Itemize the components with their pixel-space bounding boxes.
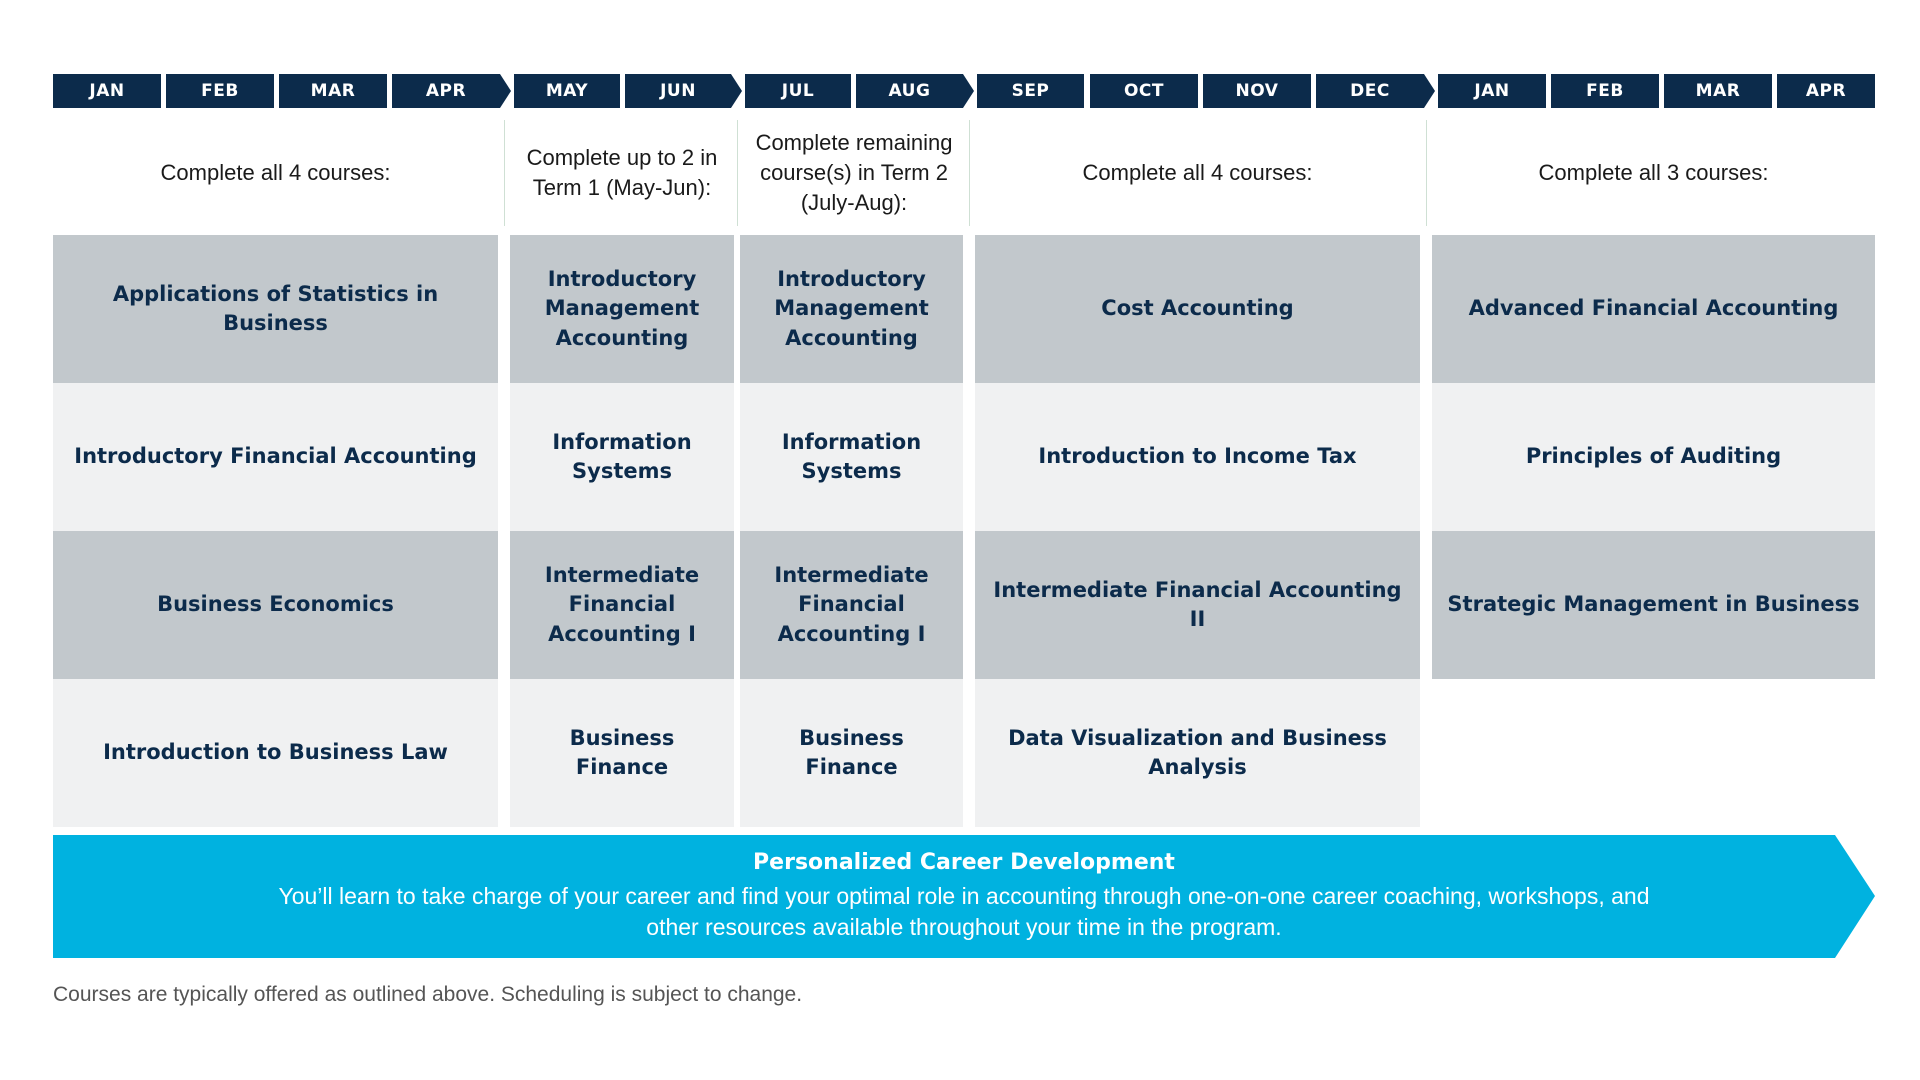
term-header-5: Complete all 3 courses:	[1538, 160, 1769, 186]
month-may: MAY	[514, 74, 620, 108]
month-oct: OCT	[1090, 74, 1198, 108]
term-header-4: Complete all 4 courses:	[1082, 160, 1313, 186]
term-divider-chevron	[731, 74, 742, 108]
term-divider-chevron	[963, 74, 974, 108]
course-cell: Introduction to Business Law	[53, 679, 498, 827]
month-feb-2: FEB	[1551, 74, 1659, 108]
month-mar: MAR	[279, 74, 387, 108]
month-dec: DEC	[1316, 74, 1424, 108]
career-banner-content	[53, 835, 1875, 958]
month-apr: APR	[392, 74, 500, 108]
month-feb: FEB	[166, 74, 274, 108]
course-cell: Introductory Financial Accounting	[53, 383, 498, 531]
course-cell: Introductory Management Accounting	[510, 235, 734, 383]
course-cell: Information Systems	[510, 383, 734, 531]
course-cell: Advanced Financial Accounting	[1432, 235, 1875, 383]
month-sep: SEP	[977, 74, 1084, 108]
month-jun: JUN	[625, 74, 731, 108]
term-header-2: Complete up to 2 in Term 1 (May-Jun):	[526, 145, 718, 200]
course-cell: Strategic Management in Business	[1432, 531, 1875, 679]
term-header-3: Complete remaining course(s) in Term 2 (July-Aug):	[755, 130, 953, 215]
footnote: Courses are typically offered as outlined above. Scheduling is subject to change.	[53, 983, 803, 1006]
term-separator	[969, 120, 970, 226]
career-title: Personalized Career Development	[753, 849, 1175, 875]
term-divider-chevron	[1424, 74, 1435, 108]
course-cell: Introduction to Income Tax	[975, 383, 1420, 531]
month-jan: JAN	[53, 74, 161, 108]
term-divider-chevron	[500, 74, 511, 108]
course-cell: Cost Accounting	[975, 235, 1420, 383]
course-cell: Business Finance	[740, 679, 963, 827]
course-cell: Business Economics	[53, 531, 498, 679]
term-separator	[504, 120, 505, 226]
course-cell: Principles of Auditing	[1432, 383, 1875, 531]
month-nov: NOV	[1203, 74, 1311, 108]
month-apr-2: APR	[1777, 74, 1875, 108]
term-separator	[1426, 120, 1427, 226]
course-cell: Intermediate Financial Accounting I	[510, 531, 734, 679]
career-description: You’ll learn to take charge of your career and find your optimal role in accounting through one-on-one career coaching, workshops, and other resources available throughout your time in the program.	[278, 882, 1650, 940]
term-separator	[737, 120, 738, 226]
term-header-1: Complete all 4 courses:	[160, 160, 391, 186]
month-jul: JUL	[745, 74, 851, 108]
month-jan-2: JAN	[1438, 74, 1546, 108]
course-cell: Business Finance	[510, 679, 734, 827]
month-aug: AUG	[856, 74, 963, 108]
course-cell: Applications of Statistics in Business	[53, 235, 498, 383]
course-cell: Data Visualization and Business Analysis	[975, 679, 1420, 827]
course-cell: Intermediate Financial Accounting II	[975, 531, 1420, 679]
course-cell: Information Systems	[740, 383, 963, 531]
course-cell: Introductory Management Accounting	[740, 235, 963, 383]
course-cell: Intermediate Financial Accounting I	[740, 531, 963, 679]
month-mar-2: MAR	[1664, 74, 1772, 108]
